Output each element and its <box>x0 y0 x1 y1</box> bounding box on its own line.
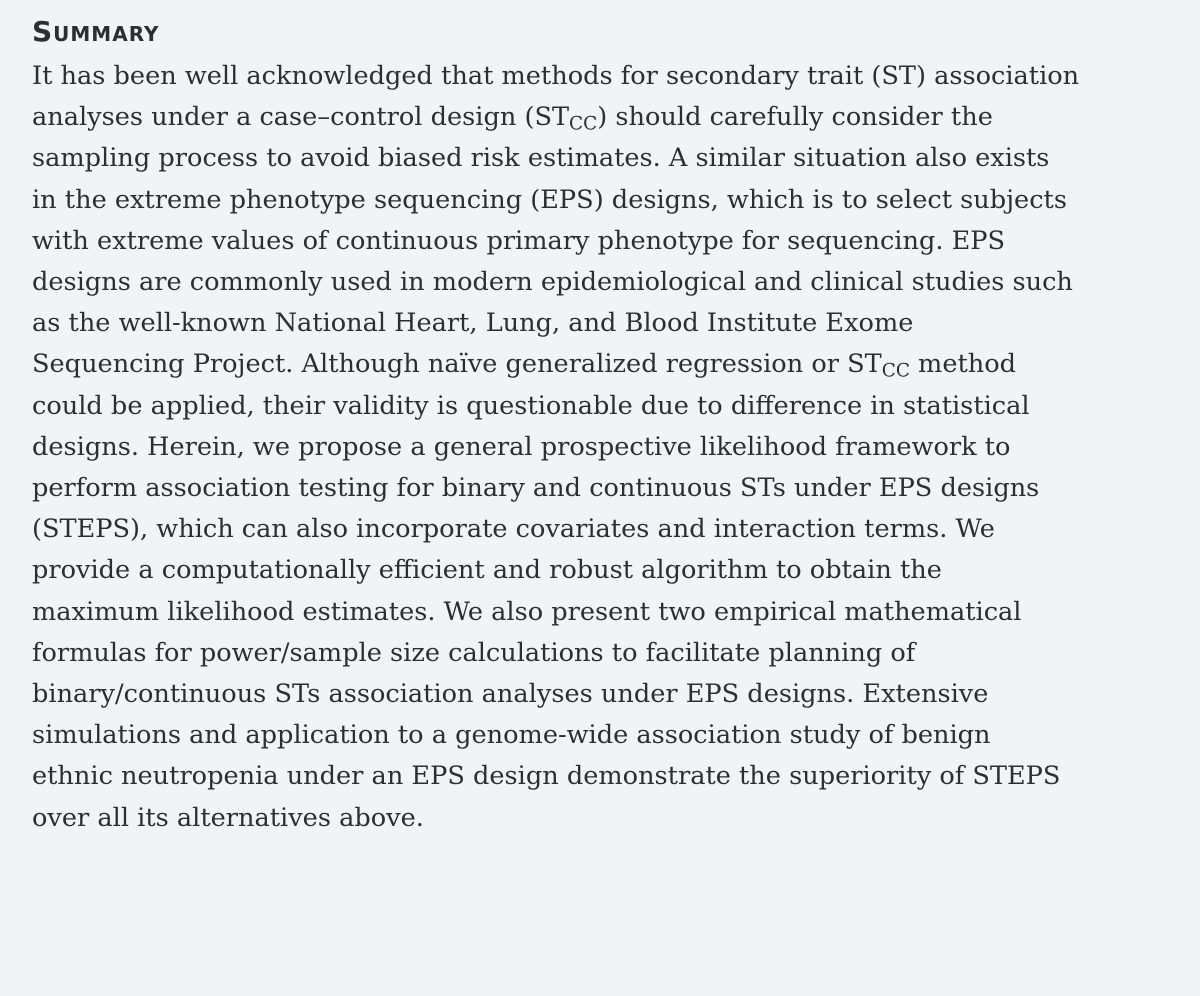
summary-line: binary/continuous STs association analyses under EPS designs. Extensive <box>32 679 989 710</box>
summary-text-fragment: method <box>909 349 1017 380</box>
summary-text-fragment: analyses under a case–control design (ST <box>32 102 570 133</box>
summary-line: in the extreme phenotype sequencing (EPS) designs, which is to select subjects <box>32 184 1067 215</box>
summary-line: provide a computationally efficient and robust algorithm to obtain the <box>32 555 942 586</box>
summary-line <box>32 97 1172 138</box>
summary-text-fragment: ) should carefully consider the <box>597 102 993 133</box>
subscript-cc: CC <box>881 361 910 383</box>
summary-line: simulations and application to a genome-wide association study of benign <box>32 720 991 751</box>
summary-line: (STEPS), which can also incorporate covariates and interaction terms. We <box>32 514 995 545</box>
summary-line: ethnic neutropenia under an EPS design demonstrate the superiority of STEPS <box>32 761 1061 792</box>
summary-line: formulas for power/sample size calculations to facilitate planning of <box>32 637 916 668</box>
summary-line: as the well-known National Heart, Lung, and Blood Institute Exome <box>32 308 914 339</box>
summary-heading: Summary <box>32 15 160 48</box>
subscript-cc: CC <box>569 113 598 135</box>
summary-line: It has been well acknowledged that methods for secondary trait (ST) association <box>32 61 1080 91</box>
summary-text-fragment: Sequencing Project. Although naïve generalized regression or ST <box>32 349 882 380</box>
summary-paragraph <box>32 56 1172 839</box>
summary-line: maximum likelihood estimates. We also present two empirical mathematical <box>32 596 1022 627</box>
summary-line: perform association testing for binary and continuous STs under EPS designs <box>32 473 1040 504</box>
summary-line: could be applied, their validity is questionable due to difference in statistical <box>32 390 1030 421</box>
summary-line <box>32 344 1172 385</box>
summary-line: over all its alternatives above. <box>32 802 424 833</box>
summary-line: designs. Herein, we propose a general prospective likelihood framework to <box>32 431 1011 462</box>
summary-line: sampling process to avoid biased risk estimates. A similar situation also exists <box>32 143 1050 174</box>
summary-line: designs are commonly used in modern epidemiological and clinical studies such <box>32 267 1073 298</box>
summary-line: with extreme values of continuous primary phenotype for sequencing. EPS <box>32 225 1006 256</box>
